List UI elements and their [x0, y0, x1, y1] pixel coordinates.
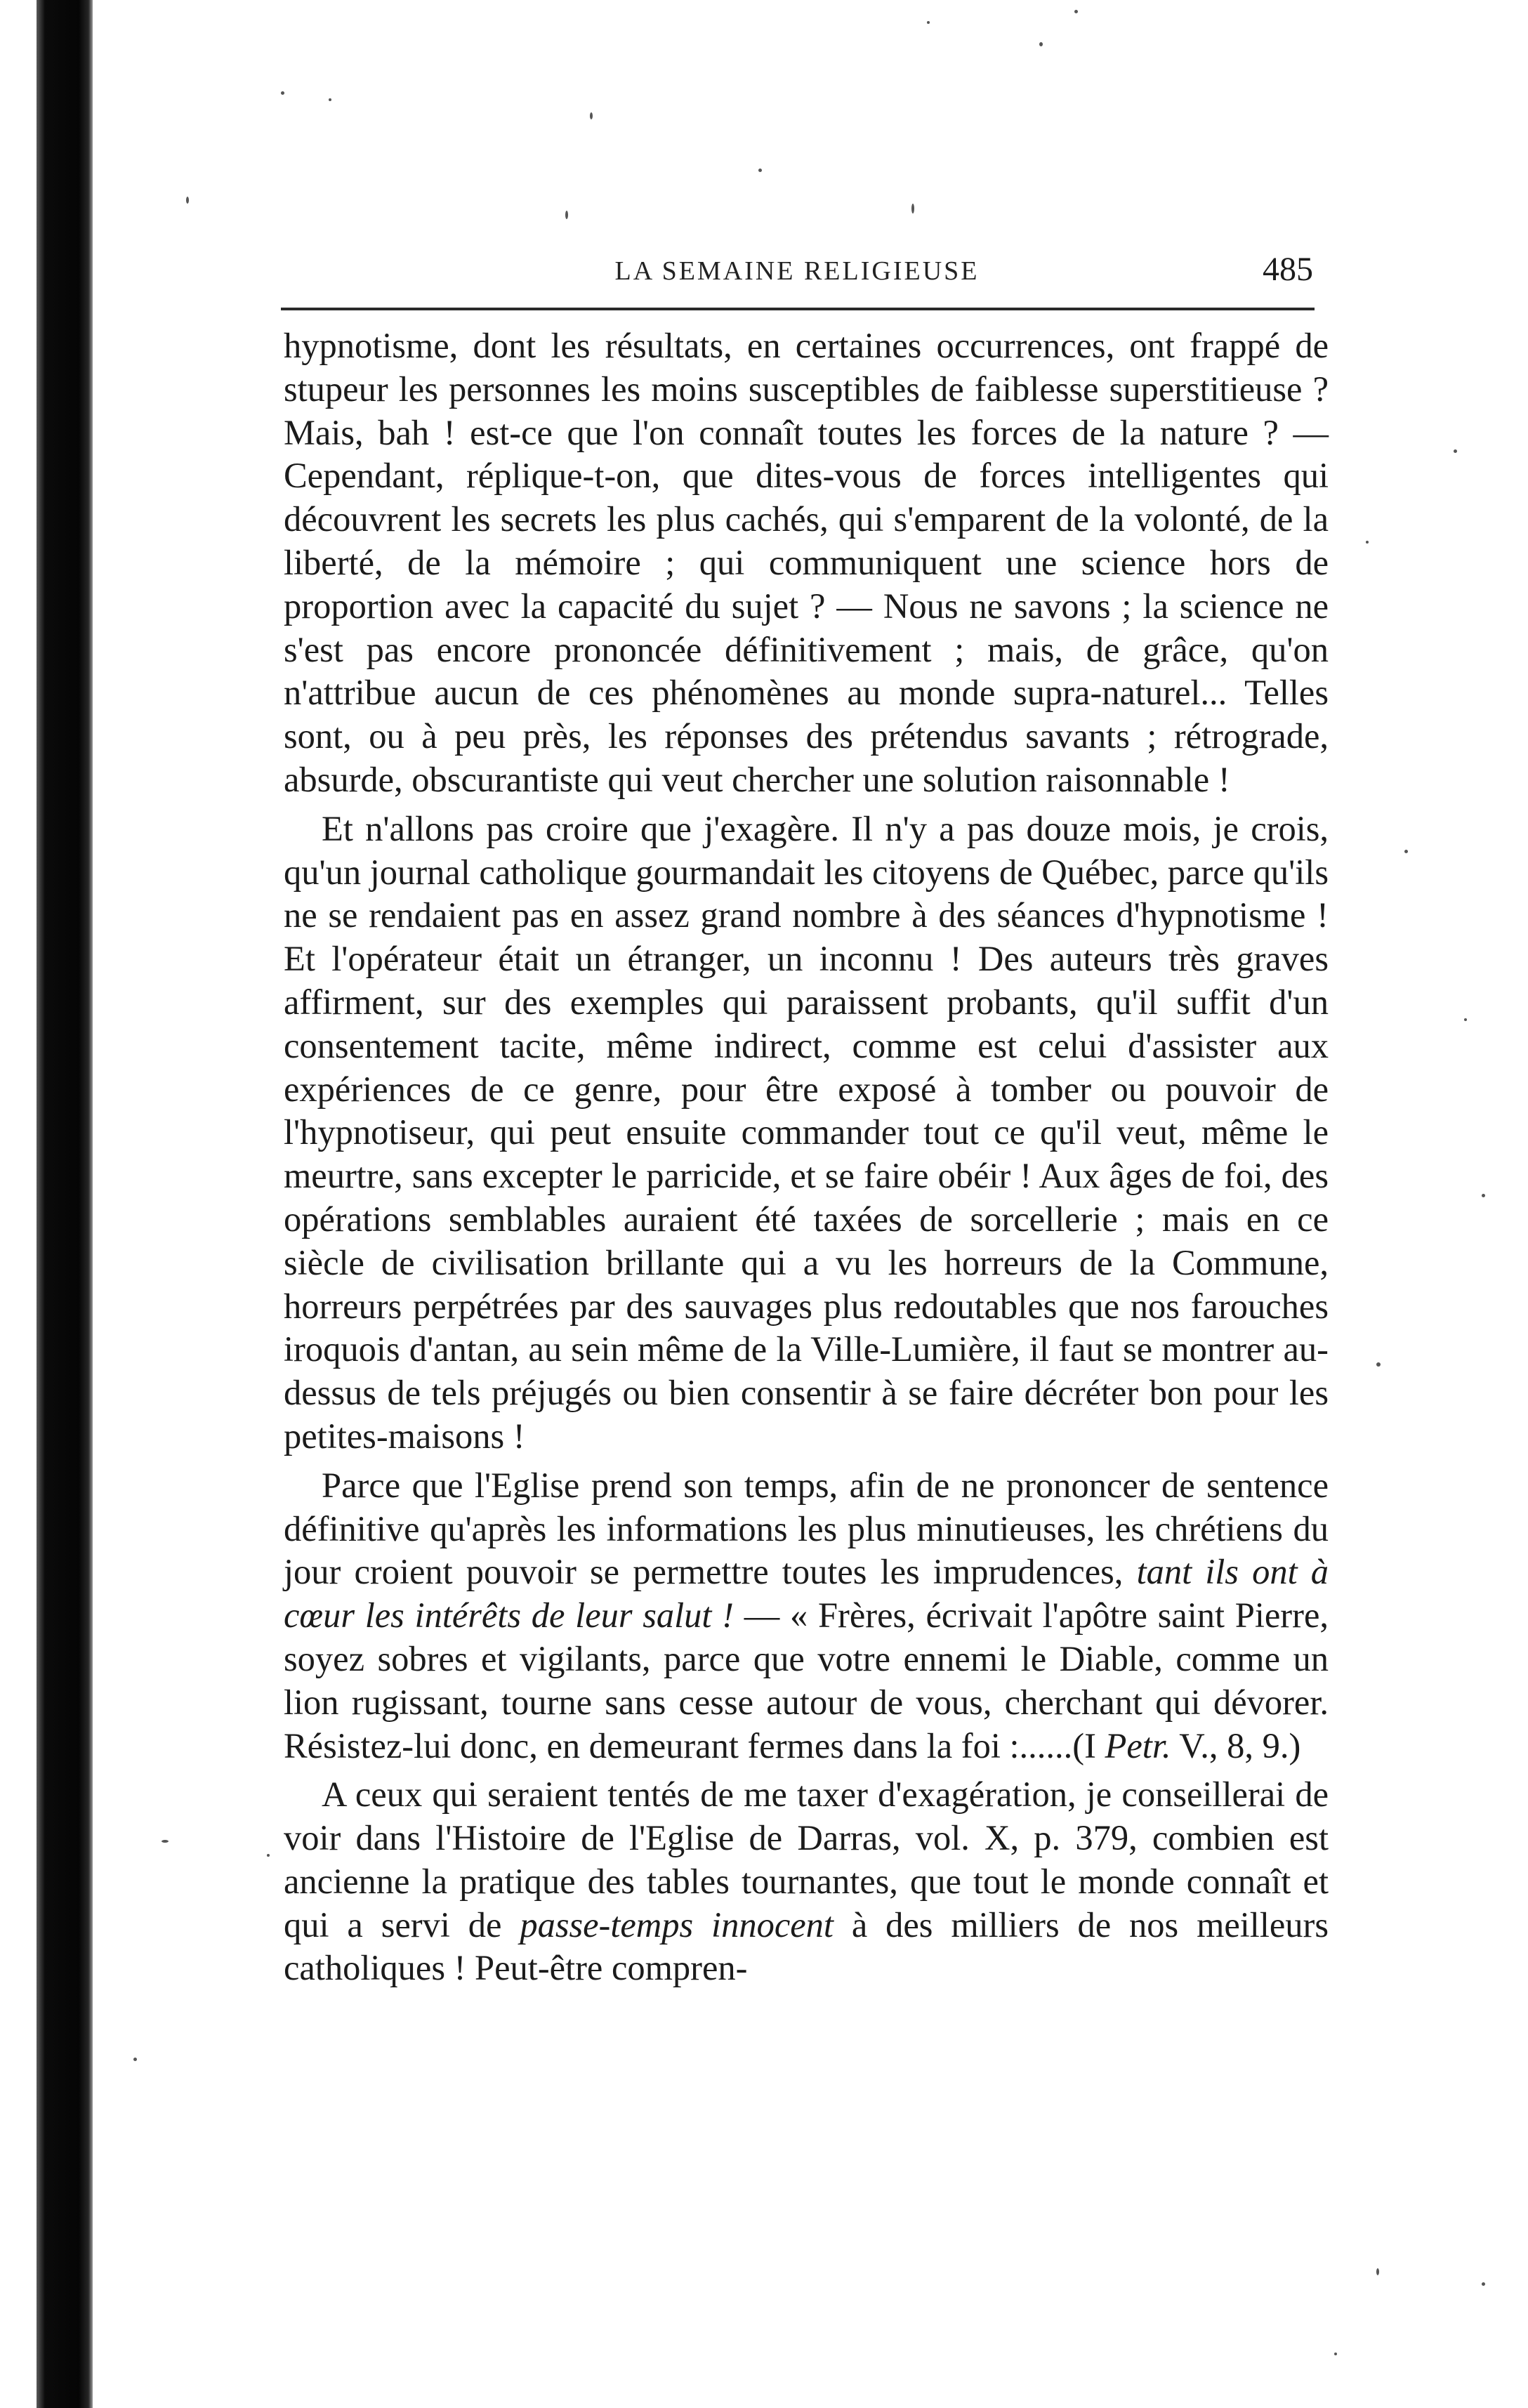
scan-speck [1454, 449, 1457, 453]
scan-speck [1376, 1362, 1381, 1367]
scan-speck [1464, 1018, 1467, 1021]
scan-speck [186, 197, 189, 204]
italic-run: passe-temps innocent [520, 1904, 834, 1945]
text-run: — « Frères, écrivait l'apôtre saint Pierre, soyez sobres et vigilants, parce que votre ennemi le Diable, comme un lion rugissant, tourne sans cesse autour de vous, cherchant qui dévorer. Résistez-lui donc, en demeurant fermes dans la foi :......(I [284, 1596, 1329, 1765]
italic-run: tant ils ont à cœur les intérêts de leur salut ! [284, 1552, 1329, 1636]
scan-speck [1334, 2353, 1337, 2355]
paragraph [284, 808, 1329, 1459]
binding-shadow [37, 0, 93, 2408]
scan-speck [590, 112, 593, 119]
scan-speck [1074, 10, 1078, 13]
scan-speck [911, 204, 914, 213]
text-run: Parce que l'Eglise prend son temps, afin de ne prononcer de sentence définitive qu'après les informations les plus minutieuses, les chrétiens du jour croient pouvoir se permettre toutes les imprudences, [284, 1465, 1329, 1592]
italic-run: Petr. [1105, 1725, 1171, 1765]
text-run: hypnotisme, dont les résultats, en certaines occurrences, ont frappé de stupeur les personnes les moins susceptibles de faiblesse superstitieuse ? Mais, bah ! est-ce que l'on connaît toutes les forces de la nature ? — Cependant, réplique-t-on, que dites-vous de forces intelligentes qui découvrent les secrets les plus cachés, qui s'emparent de la volonté, de la liberté, de la mémoire ; qui communiquent une science hors de proportion avec la capacité du sujet ? — Nous ne savons ; la science ne s'est pas encore prononcée définitivement ; mais, de grâce, qu'on n'attribue aucun de ces phénomènes au monde supra-naturel... Telles sont, ou à peu près, les réponses des prétendus savants ; rétrograde, absurde, obscurantiste qui veut chercher une solution raisonnable ! [284, 326, 1329, 799]
page-number: 485 [1263, 251, 1313, 288]
page-header [281, 250, 1313, 292]
scan-speck [1376, 2268, 1379, 2275]
scan-speck [565, 211, 568, 219]
scan-speck [133, 2058, 137, 2061]
scan-speck [281, 91, 284, 95]
text-run: Et n'allons pas croire que j'exagère. Il n'y a pas douze mois, je crois, qu'un journal catholique gourmandait les citoyens de Québec, parce qu'ils ne se rendaient pas en assez grand nombre à des séances d'hypnotisme ! Et l'opérateur était un étranger, un inconnu ! Des auteurs très graves affirment, sur des exemples qui paraissent probants, qu'il suffit d'un consentement tacite, même indirect, comme est celui d'assister aux expériences de ce genre, pour être exposé à tomber ou pouvoir de l'hypnotiseur, qui peut ensuite commander tout ce qu'il veut, même le meurtre, sans excepter le parricide, et se faire obéir ! Aux âges de foi, des opérations semblables auraient été taxées de sorcellerie ; mais en ce siècle de civilisation brillante qui a vu les horreurs de la Commune, horreurs perpétrées par des sauvages plus redoutables que nos farouches iroquois d'antan, au sein même de la Ville-Lumière, il faut se montrer au-dessus de tels préjugés ou bien consentir à se faire décréter bon pour les petites-maisons ! [284, 808, 1329, 1456]
scan-speck [1039, 42, 1043, 46]
body-text [284, 324, 1329, 1990]
scan-speck [758, 169, 762, 172]
paragraph [284, 1464, 1329, 1768]
scan-speck [1482, 2282, 1485, 2286]
running-title: LA SEMAINE RELIGIEUSE [614, 256, 980, 286]
text-run: A ceux qui seraient tentés de me taxer d'exagération, je conseillerai de voir dans l'Histoire de l'Eglise de Darras, vol. X, p. 379, combien est ancienne la pratique des tables tournantes, que tout le monde connaît et qui a servi de [284, 1775, 1329, 1945]
scan-speck [267, 1854, 270, 1857]
paragraph [284, 1773, 1329, 1990]
scan-speck [329, 98, 331, 101]
paragraph [284, 324, 1329, 802]
scan-speck [927, 21, 930, 24]
scan-speck [1404, 850, 1408, 853]
scan-speck [162, 1840, 169, 1843]
text-run: V., 8, 9.) [1171, 1725, 1301, 1765]
scan-speck [1366, 541, 1369, 544]
header-rule [281, 308, 1315, 310]
text-run: à des milliers de nos meilleurs catholiques ! Peut-être compren- [284, 1904, 1329, 1988]
scan-speck [1482, 1194, 1485, 1197]
